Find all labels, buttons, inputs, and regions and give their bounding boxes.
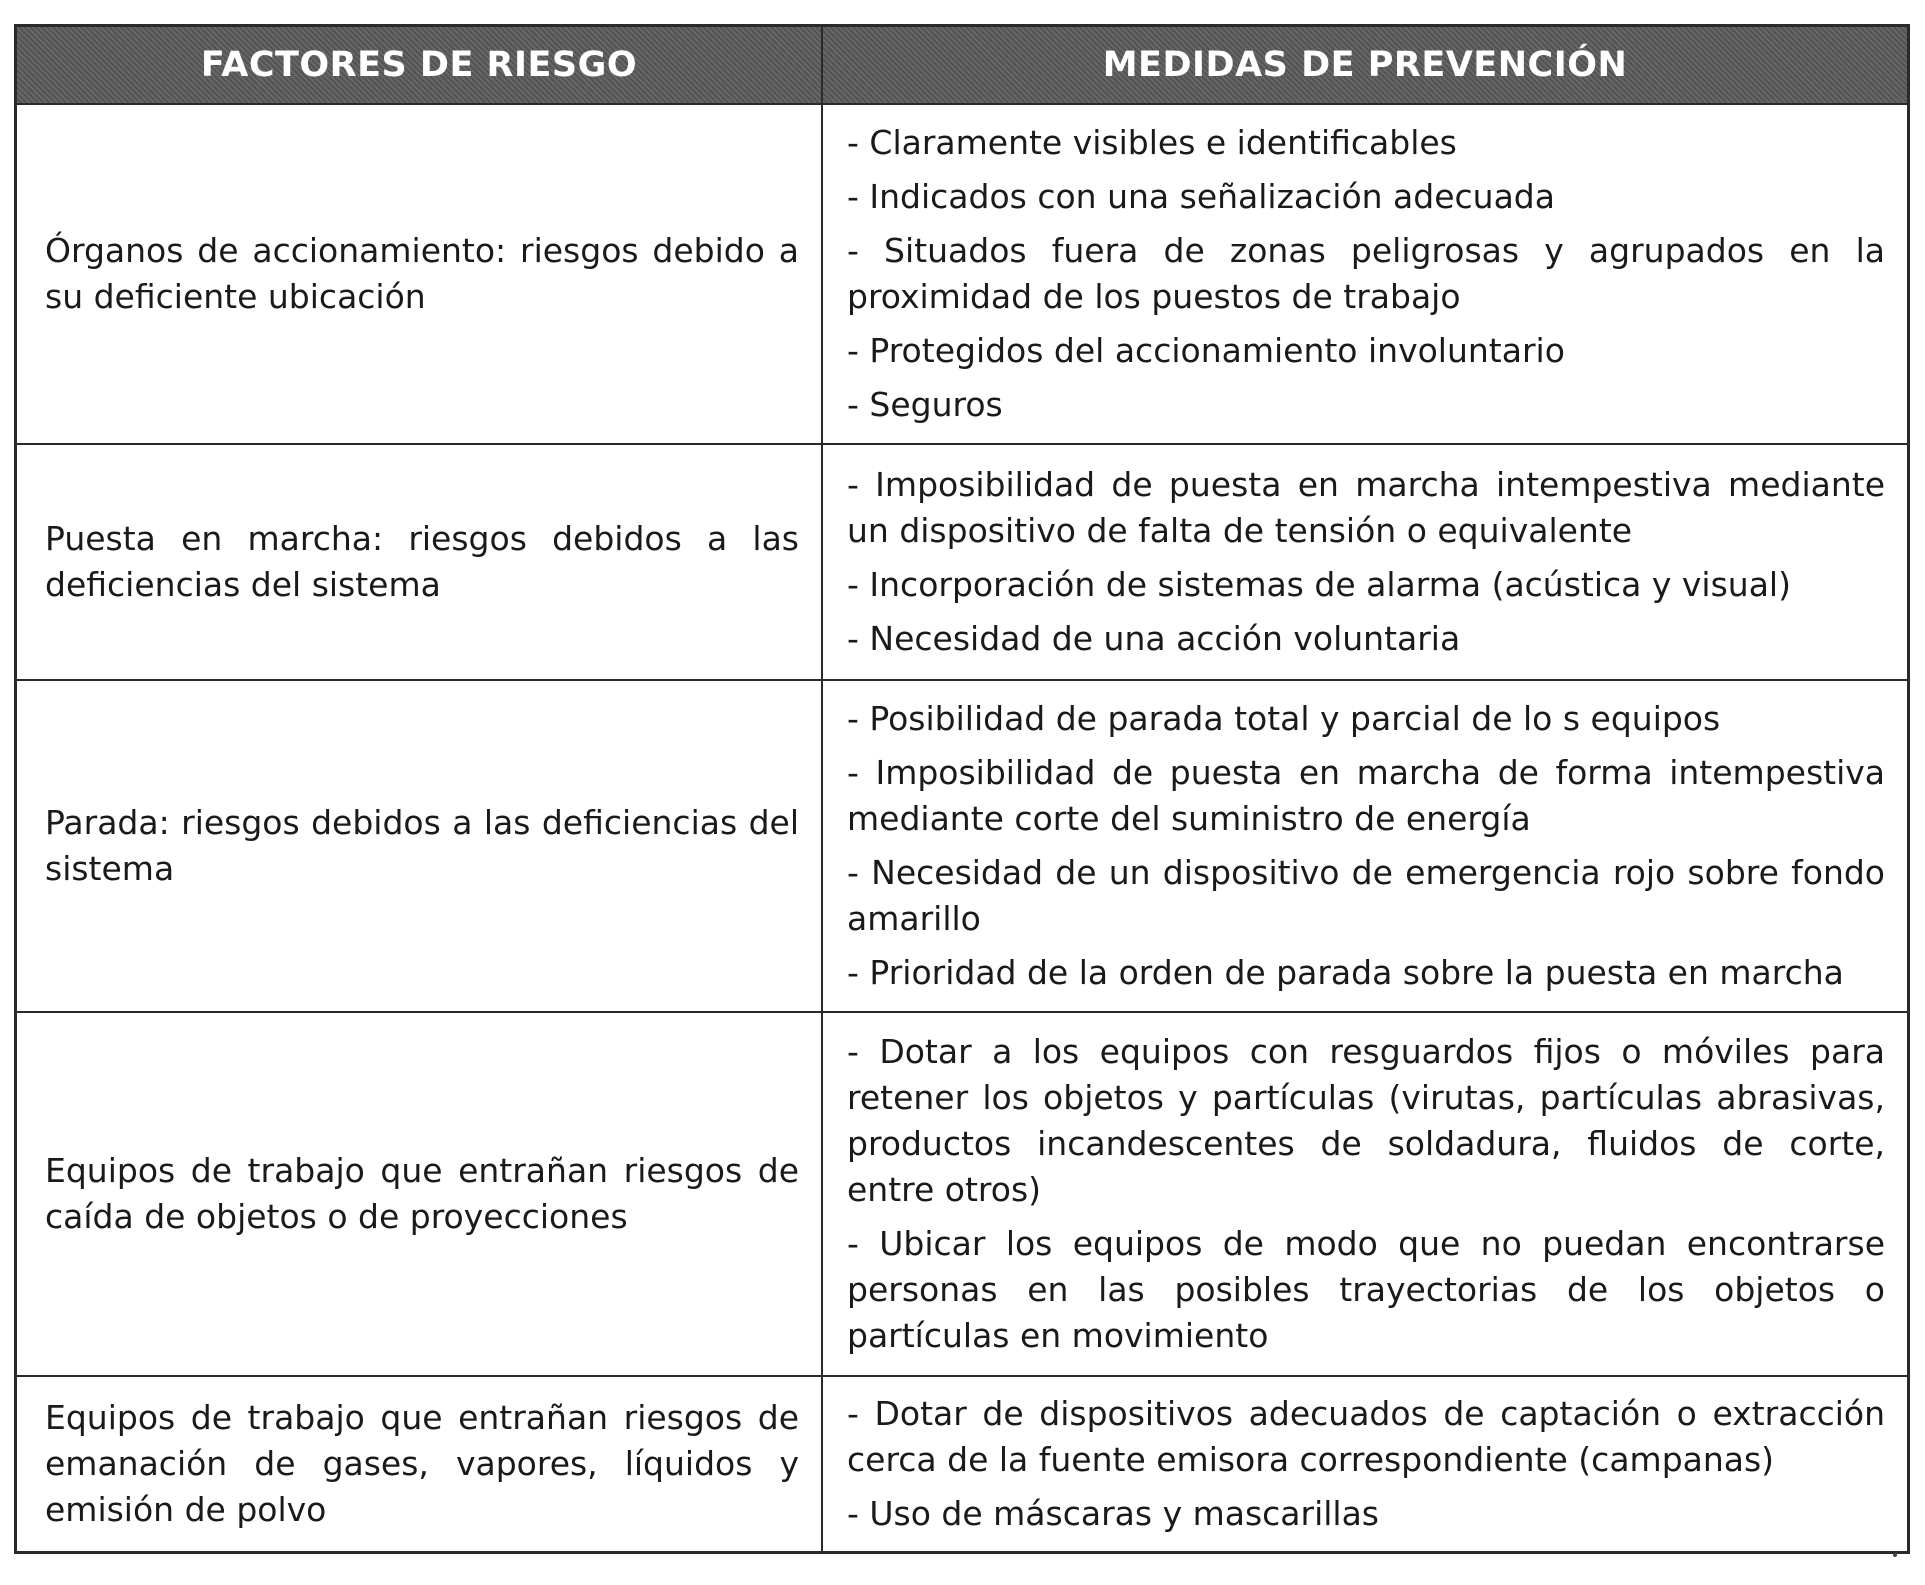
prevention-measure: - Prioridad de la orden de parada sobre la puesta en marcha	[847, 953, 1844, 992]
header-prevention-measures: MEDIDAS DE PREVENCIÓN	[823, 27, 1907, 105]
risk-factor-cell	[17, 1377, 823, 1551]
prevention-measure: - Claramente visibles e identificables	[847, 123, 1457, 162]
risk-factor-cell	[17, 445, 823, 681]
prevention-measures-cell	[823, 1013, 1907, 1377]
risk-factor-cell	[17, 105, 823, 445]
prevention-measure: - Indicados con una señalización adecuada	[847, 177, 1555, 216]
risk-prevention-table	[14, 24, 1910, 1554]
prevention-measures-cell	[823, 1377, 1907, 1551]
prevention-measure: - Dotar a los equipos con resguardos fijos o móviles para retener los objetos y partículas (virutas, partículas abrasivas, productos incandescentes de soldadura, fluidos de corte, entre otros)	[847, 1032, 1885, 1209]
prevention-measure: - Incorporación de sistemas de alarma (acústica y visual)	[847, 565, 1791, 604]
prevention-measure: - Ubicar los equipos de modo que no puedan encontrarse personas en las posibles trayectorias de los objetos o partículas en movimiento	[847, 1224, 1885, 1355]
prevention-measure: - Dotar de dispositivos adecuados de captación o extracción cerca de la fuente emisora correspondiente (campanas)	[847, 1394, 1885, 1479]
risk-factor-text: Parada: riesgos debidos a las deficiencias del sistema	[45, 803, 799, 888]
prevention-measure: - Uso de máscaras y mascarillas	[847, 1494, 1379, 1533]
prevention-measure: - Posibilidad de parada total y parcial de lo s equipos	[847, 699, 1721, 738]
prevention-measures-cell	[823, 681, 1907, 1013]
prevention-measure: - Protegidos del accionamiento involuntario	[847, 331, 1565, 370]
prevention-measures-cell	[823, 105, 1907, 445]
header-risk-factors: FACTORES DE RIESGO	[17, 27, 823, 105]
risk-factor-cell	[17, 1013, 823, 1377]
risk-factor-text: Órganos de accionamiento: riesgos debido a su deficiente ubicación	[45, 231, 799, 316]
prevention-measure: - Necesidad de un dispositivo de emergencia rojo sobre fondo amarillo	[847, 853, 1885, 938]
prevention-measure: - Seguros	[847, 385, 1003, 424]
scan-speck	[1893, 1553, 1897, 1557]
prevention-measure: - Imposibilidad de puesta en marcha intempestiva mediante un dispositivo de falta de tensión o equivalente	[847, 465, 1885, 550]
risk-factor-text: Equipos de trabajo que entrañan riesgos de caída de objetos o de proyecciones	[45, 1151, 799, 1236]
prevention-measure: - Necesidad de una acción voluntaria	[847, 619, 1461, 658]
risk-factor-cell	[17, 681, 823, 1013]
prevention-measures-cell	[823, 445, 1907, 681]
risk-factor-text: Equipos de trabajo que entrañan riesgos de emanación de gases, vapores, líquidos y emisión de polvo	[45, 1398, 799, 1529]
risk-factor-text: Puesta en marcha: riesgos debidos a las deficiencias del sistema	[45, 519, 799, 604]
prevention-measure: - Imposibilidad de puesta en marcha de forma intempestiva mediante corte del suministro de energía	[847, 753, 1885, 838]
prevention-measure: - Situados fuera de zonas peligrosas y agrupados en la proximidad de los puestos de trabajo	[847, 231, 1885, 316]
